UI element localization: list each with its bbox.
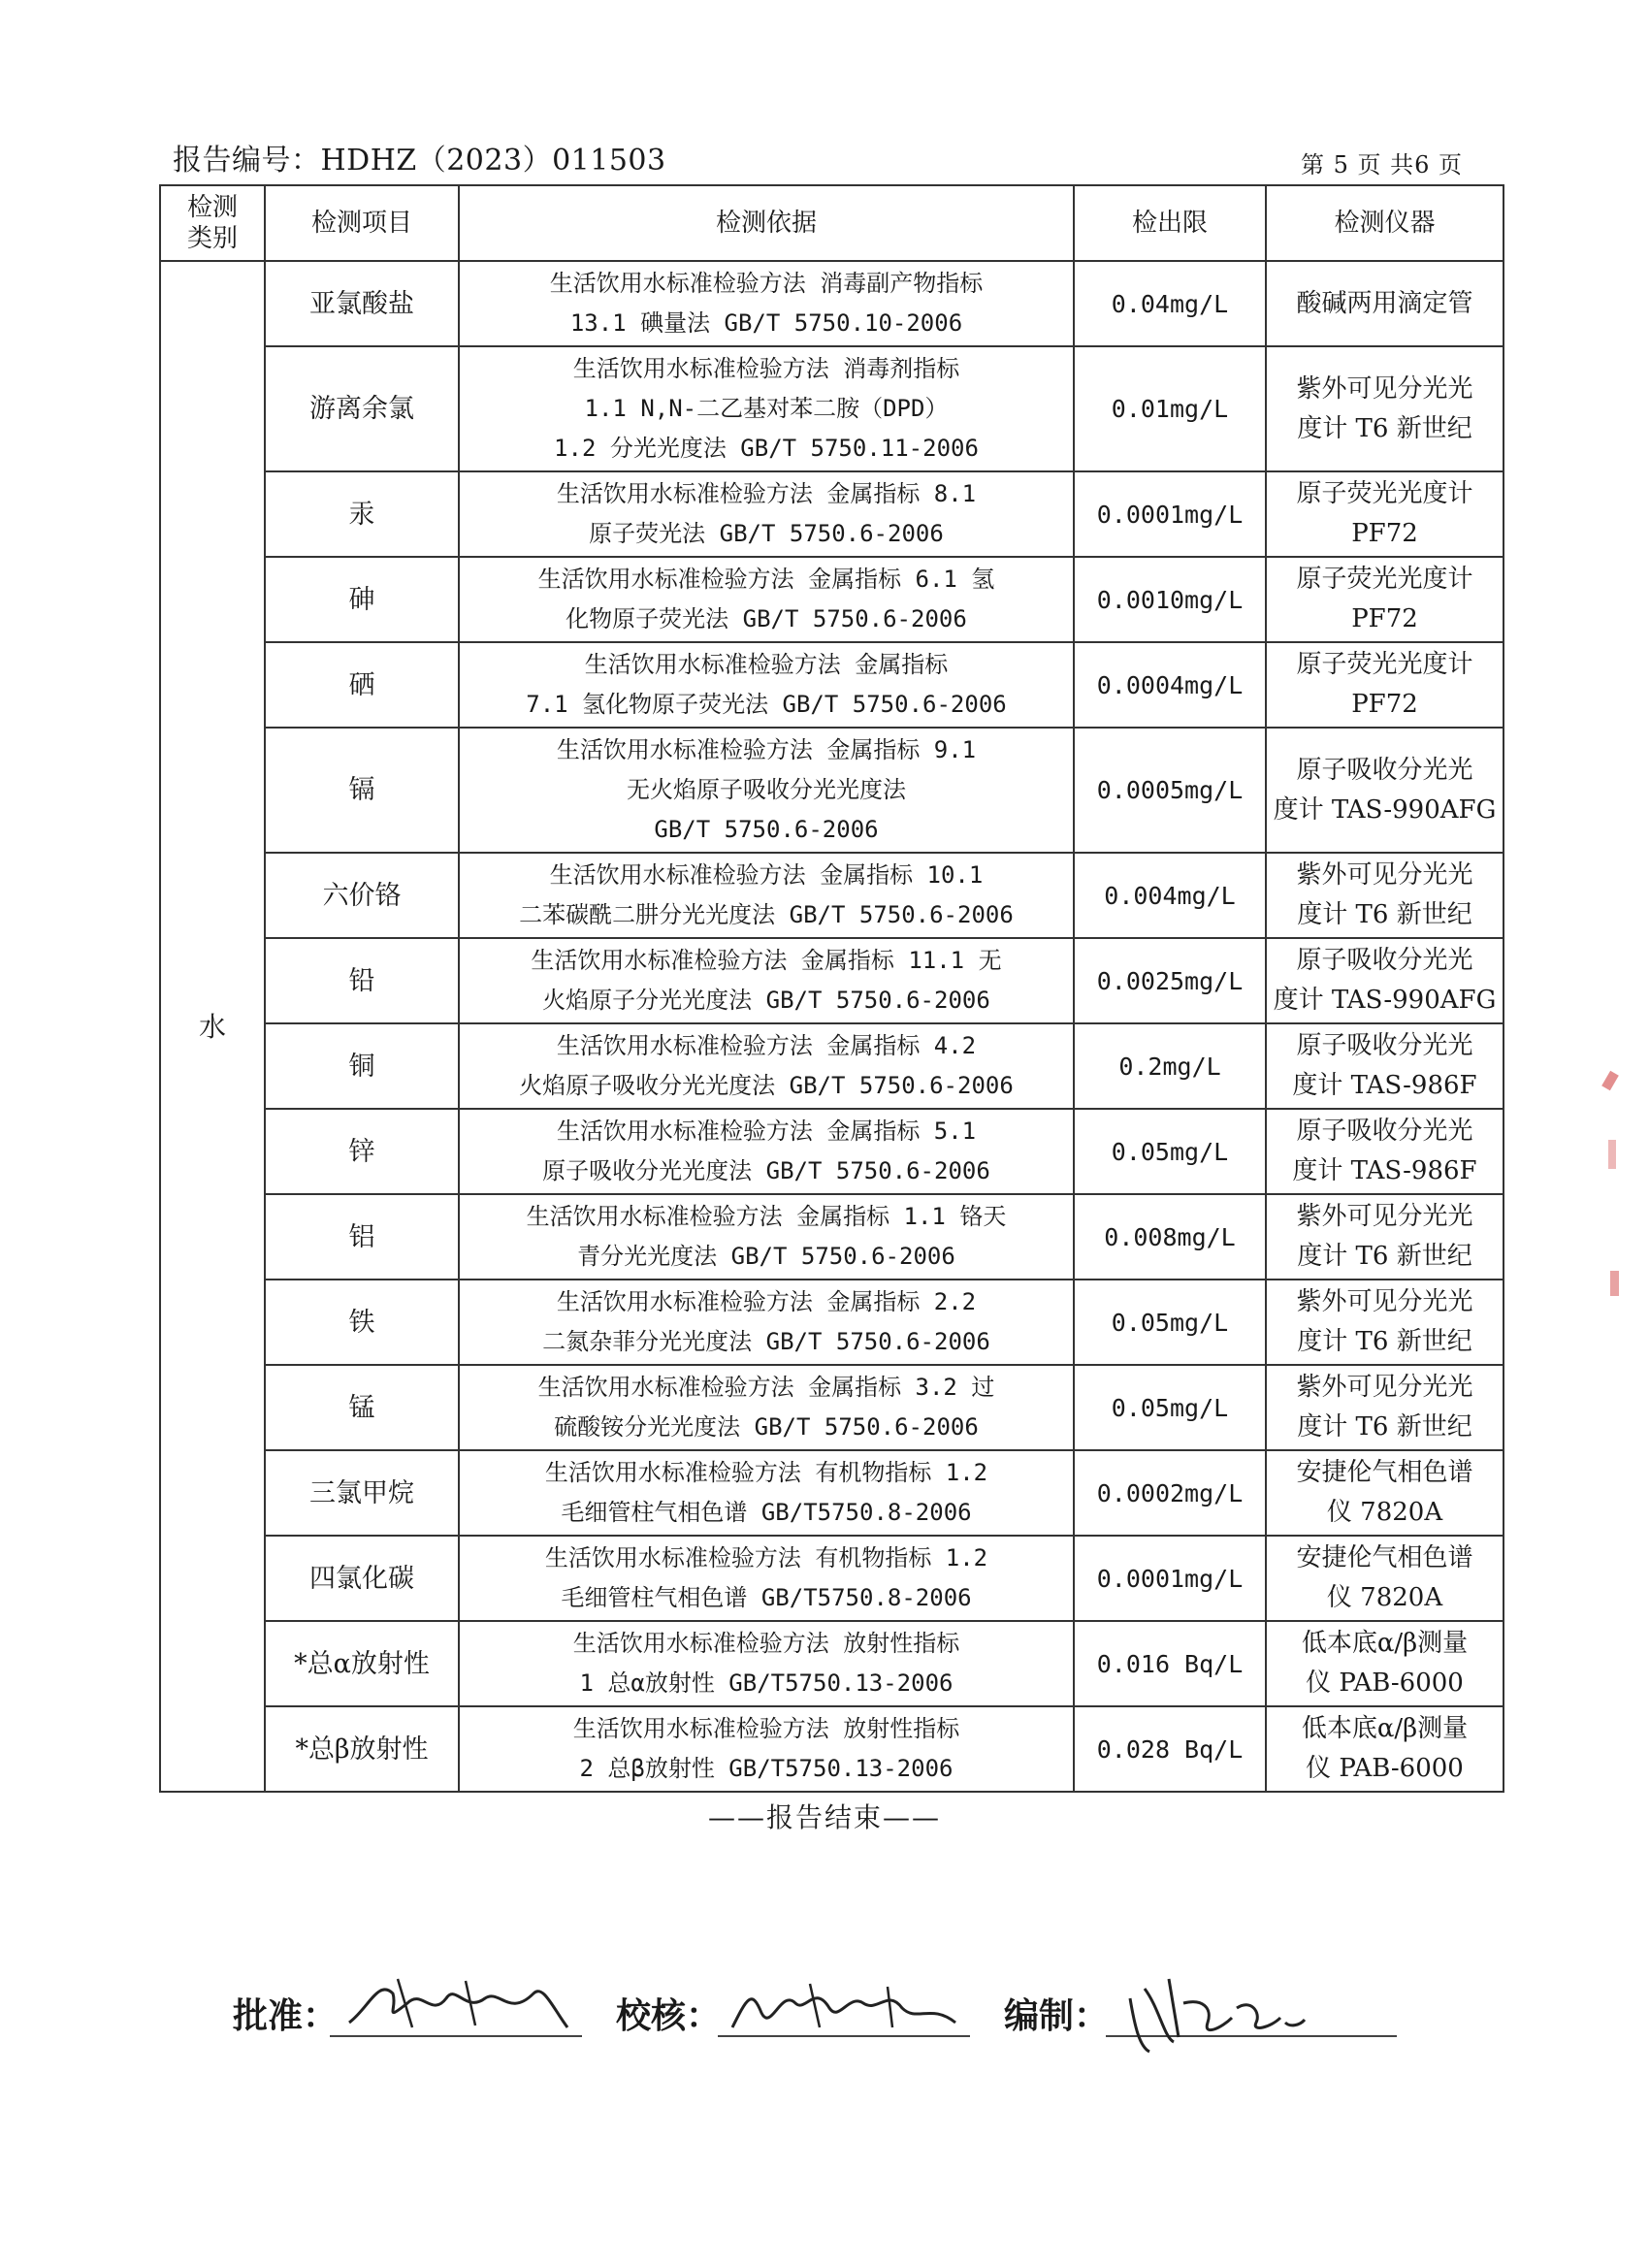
review-label: 校核： bbox=[616, 1996, 722, 2036]
limit-cell: 0.05mg/L bbox=[1074, 1365, 1266, 1450]
item-cell: 四氯化碳 bbox=[265, 1536, 459, 1621]
limit-cell: 0.028 Bq/L bbox=[1074, 1706, 1266, 1792]
basis-cell: 生活饮用水标准检验方法 有机物指标 1.2 毛细管柱气相色谱 GB/T5750.8-2006 bbox=[459, 1450, 1074, 1536]
item-cell: 锰 bbox=[265, 1365, 459, 1450]
table-row bbox=[160, 1536, 1504, 1621]
item-cell: 铅 bbox=[265, 938, 459, 1023]
limit-cell: 0.04mg/L bbox=[1074, 261, 1266, 346]
instrument-cell: 原子吸收分光光 度计 TAS-986F bbox=[1266, 1109, 1504, 1194]
table-row bbox=[160, 346, 1504, 471]
limit-cell: 0.0001mg/L bbox=[1074, 1536, 1266, 1621]
item-cell: 汞 bbox=[265, 471, 459, 557]
table-row bbox=[160, 1365, 1504, 1450]
limit-cell: 0.008mg/L bbox=[1074, 1194, 1266, 1280]
limit-cell: 0.0005mg/L bbox=[1074, 728, 1266, 853]
stamp-fragment bbox=[1610, 1271, 1619, 1296]
category-cell: 水 bbox=[160, 261, 265, 1792]
limit-cell: 0.01mg/L bbox=[1074, 346, 1266, 471]
item-cell: 镉 bbox=[265, 728, 459, 853]
table-row bbox=[160, 1280, 1504, 1365]
basis-cell: 生活饮用水标准检验方法 消毒剂指标 1.1 N,N-二乙基对苯二胺（DPD） 1.2 分光光度法 GB/T 5750.11-2006 bbox=[459, 346, 1074, 471]
compile-label: 编制： bbox=[1004, 1996, 1110, 2036]
instrument-cell: 原子吸收分光光 度计 TAS-990AFG bbox=[1266, 728, 1504, 853]
instrument-cell: 低本底α/β测量 仪 PAB-6000 bbox=[1266, 1706, 1504, 1792]
table-row bbox=[160, 261, 1504, 346]
header-instrument: 检测仪器 bbox=[1266, 185, 1504, 261]
instrument-cell: 安捷伦气相色谱 仪 7820A bbox=[1266, 1536, 1504, 1621]
report-number: 报告编号：HDHZ（2023）011503 bbox=[173, 144, 666, 178]
limit-cell: 0.0010mg/L bbox=[1074, 557, 1266, 642]
limit-cell: 0.05mg/L bbox=[1074, 1280, 1266, 1365]
header-item: 检测项目 bbox=[265, 185, 459, 261]
table-row bbox=[160, 1621, 1504, 1706]
basis-cell: 生活饮用水标准检验方法 金属指标 3.2 过 硫酸铵分光光度法 GB/T 5750.6-2006 bbox=[459, 1365, 1074, 1450]
stamp-fragment bbox=[1601, 1071, 1619, 1091]
signature-row bbox=[233, 1979, 1455, 2057]
table-row bbox=[160, 728, 1504, 853]
basis-cell: 生活饮用水标准检验方法 金属指标 8.1 原子荧光法 GB/T 5750.6-2006 bbox=[459, 471, 1074, 557]
item-cell: 铝 bbox=[265, 1194, 459, 1280]
instrument-cell: 紫外可见分光光 度计 T6 新世纪 bbox=[1266, 853, 1504, 938]
header-basis: 检测依据 bbox=[459, 185, 1074, 261]
item-cell: 游离余氯 bbox=[265, 346, 459, 471]
item-cell: 锌 bbox=[265, 1109, 459, 1194]
limit-cell: 0.016 Bq/L bbox=[1074, 1621, 1266, 1706]
basis-cell: 生活饮用水标准检验方法 放射性指标 1 总α放射性 GB/T5750.13-2006 bbox=[459, 1621, 1074, 1706]
table-header-row bbox=[160, 185, 1504, 261]
basis-cell: 生活饮用水标准检验方法 金属指标 1.1 铬天 青分光光度法 GB/T 5750.6-2006 bbox=[459, 1194, 1074, 1280]
instrument-cell: 原子荧光光度计 PF72 bbox=[1266, 557, 1504, 642]
table-row bbox=[160, 1109, 1504, 1194]
review-signature bbox=[723, 1969, 965, 2047]
item-cell: 六价铬 bbox=[265, 853, 459, 938]
item-cell: 砷 bbox=[265, 557, 459, 642]
table-row bbox=[160, 938, 1504, 1023]
compile-signature bbox=[1116, 1969, 1329, 2057]
basis-cell: 生活饮用水标准检验方法 放射性指标 2 总β放射性 GB/T5750.13-2006 bbox=[459, 1706, 1074, 1792]
header-category: 检测 类别 bbox=[160, 185, 265, 261]
approve-signature bbox=[340, 1969, 572, 2047]
results-table-wrapper bbox=[159, 184, 1503, 1793]
instrument-cell: 紫外可见分光光 度计 T6 新世纪 bbox=[1266, 346, 1504, 471]
instrument-cell: 安捷伦气相色谱 仪 7820A bbox=[1266, 1450, 1504, 1536]
basis-cell: 生活饮用水标准检验方法 金属指标 9.1 无火焰原子吸收分光光度法 GB/T 5750.6-2006 bbox=[459, 728, 1074, 853]
instrument-cell: 紫外可见分光光 度计 T6 新世纪 bbox=[1266, 1194, 1504, 1280]
header-limit: 检出限 bbox=[1074, 185, 1266, 261]
item-cell: 硒 bbox=[265, 642, 459, 728]
report-end-text: ——报告结束—— bbox=[707, 1801, 941, 1833]
limit-cell: 0.0004mg/L bbox=[1074, 642, 1266, 728]
table-row bbox=[160, 1450, 1504, 1536]
item-cell: 铁 bbox=[265, 1280, 459, 1365]
instrument-cell: 紫外可见分光光 度计 T6 新世纪 bbox=[1266, 1365, 1504, 1450]
results-table bbox=[159, 184, 1504, 1793]
item-cell: 铜 bbox=[265, 1023, 459, 1109]
stamp-fragment bbox=[1608, 1140, 1616, 1169]
basis-cell: 生活饮用水标准检验方法 有机物指标 1.2 毛细管柱气相色谱 GB/T5750.8-2006 bbox=[459, 1536, 1074, 1621]
basis-cell: 生活饮用水标准检验方法 金属指标 10.1 二苯碳酰二肼分光光度法 GB/T 5750.6-2006 bbox=[459, 853, 1074, 938]
basis-cell: 生活饮用水标准检验方法 金属指标 2.2 二氮杂菲分光光度法 GB/T 5750.6-2006 bbox=[459, 1280, 1074, 1365]
approve-label: 批准： bbox=[233, 1996, 339, 2036]
instrument-cell: 原子荧光光度计 PF72 bbox=[1266, 471, 1504, 557]
item-cell: 亚氯酸盐 bbox=[265, 261, 459, 346]
limit-cell: 0.0025mg/L bbox=[1074, 938, 1266, 1023]
table-row bbox=[160, 853, 1504, 938]
table-row bbox=[160, 1023, 1504, 1109]
instrument-cell: 原子荧光光度计 PF72 bbox=[1266, 642, 1504, 728]
basis-cell: 生活饮用水标准检验方法 金属指标 11.1 无 火焰原子分光光度法 GB/T 5750.6-2006 bbox=[459, 938, 1074, 1023]
limit-cell: 0.0001mg/L bbox=[1074, 471, 1266, 557]
instrument-cell: 原子吸收分光光 度计 TAS-986F bbox=[1266, 1023, 1504, 1109]
instrument-cell: 酸碱两用滴定管 bbox=[1266, 261, 1504, 346]
table-row bbox=[160, 1706, 1504, 1792]
instrument-cell: 低本底α/β测量 仪 PAB-6000 bbox=[1266, 1621, 1504, 1706]
limit-cell: 0.05mg/L bbox=[1074, 1109, 1266, 1194]
basis-cell: 生活饮用水标准检验方法 金属指标 5.1 原子吸收分光光度法 GB/T 5750.6-2006 bbox=[459, 1109, 1074, 1194]
item-cell: 三氯甲烷 bbox=[265, 1450, 459, 1536]
limit-cell: 0.0002mg/L bbox=[1074, 1450, 1266, 1536]
table-body bbox=[160, 261, 1504, 1792]
instrument-cell: 紫外可见分光光 度计 T6 新世纪 bbox=[1266, 1280, 1504, 1365]
basis-cell: 生活饮用水标准检验方法 金属指标 4.2 火焰原子吸收分光光度法 GB/T 5750.6-2006 bbox=[459, 1023, 1074, 1109]
table-row bbox=[160, 471, 1504, 557]
basis-cell: 生活饮用水标准检验方法 金属指标 7.1 氢化物原子荧光法 GB/T 5750.6-2006 bbox=[459, 642, 1074, 728]
limit-cell: 0.004mg/L bbox=[1074, 853, 1266, 938]
limit-cell: 0.2mg/L bbox=[1074, 1023, 1266, 1109]
basis-cell: 生活饮用水标准检验方法 金属指标 6.1 氢 化物原子荧光法 GB/T 5750.6-2006 bbox=[459, 557, 1074, 642]
table-row bbox=[160, 557, 1504, 642]
item-cell: *总α放射性 bbox=[265, 1621, 459, 1706]
page-number: 第 5 页 共6 页 bbox=[1300, 151, 1463, 178]
table-row bbox=[160, 1194, 1504, 1280]
table-row bbox=[160, 642, 1504, 728]
instrument-cell: 原子吸收分光光 度计 TAS-990AFG bbox=[1266, 938, 1504, 1023]
basis-cell: 生活饮用水标准检验方法 消毒副产物指标 13.1 碘量法 GB/T 5750.10-2006 bbox=[459, 261, 1074, 346]
item-cell: *总β放射性 bbox=[265, 1706, 459, 1792]
